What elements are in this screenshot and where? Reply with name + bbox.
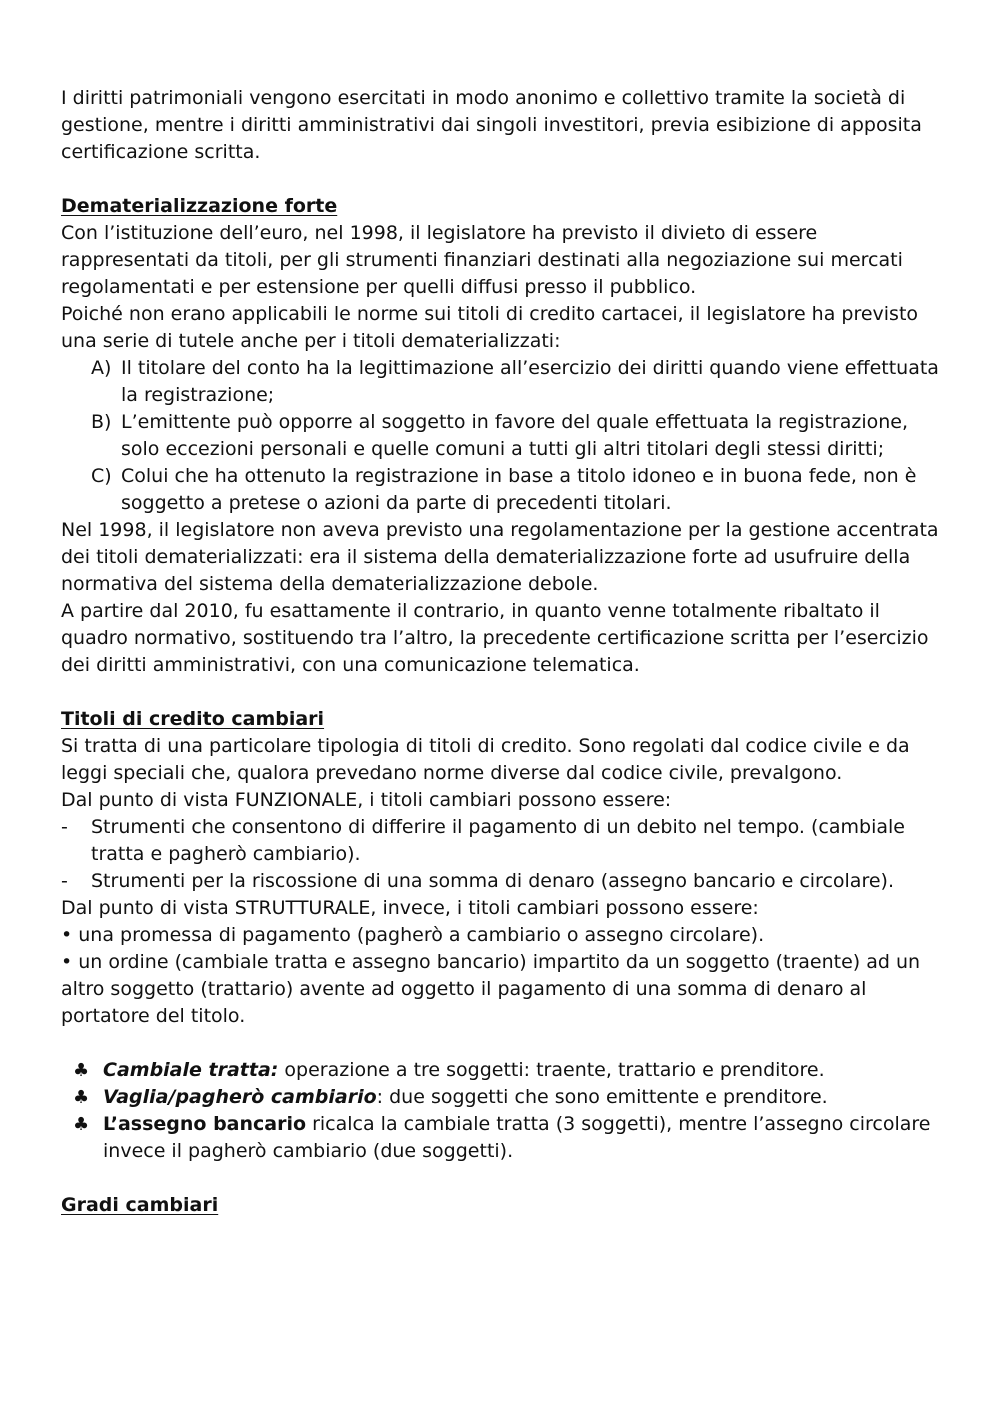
intro-paragraph: I diritti patrimoniali vengono esercitati in modo anonimo e collettivo tramite la società di gestione, mentre i diritti amministrativi dai singoli investitori, previa esibizione di apposita certificazione scritta. (61, 87, 922, 163)
spacer (61, 166, 941, 193)
term: L’assegno bancario (103, 1113, 307, 1135)
term-description: : due soggetti che sono emittente e prenditore. (376, 1086, 828, 1108)
list-item (61, 409, 941, 463)
list-marker: - (61, 870, 68, 892)
dash-list (61, 814, 941, 895)
list-item (61, 1084, 941, 1111)
term: Cambiale tratta: (103, 1059, 279, 1081)
list-item (61, 463, 941, 517)
list-item-text: Colui che ha ottenuto la registrazione in base a titolo idoneo e in buona fede, non è soggetto a pretese o azioni da parte di precedenti titolari. (121, 465, 917, 514)
term: Vaglia/pagherò cambiario (103, 1086, 377, 1108)
section-heading-titoli-cambiari: Titoli di credito cambiari (61, 708, 325, 730)
spacer (61, 1030, 941, 1057)
spacer (61, 1165, 941, 1192)
list-item (61, 1111, 941, 1165)
list-item-text: L’emittente può opporre al soggetto in favore del quale effettuata la registrazione, solo eccezioni personali e quelle comuni a tutti gli altri titolari degli stessi diritti; (121, 411, 909, 460)
list-item (61, 814, 941, 868)
paragraph: Poiché non erano applicabili le norme sui titoli di credito cartacei, il legislatore ha previsto una serie di tutele anche per i titoli dematerializzati: (61, 303, 919, 352)
paragraph: Dal punto di vista FUNZIONALE, i titoli cambiari possono essere: (61, 789, 672, 811)
list-item (61, 355, 941, 409)
list-item-text: Strumenti per la riscossione di una somma di denaro (assegno bancario e circolare). (91, 870, 894, 892)
list-item-text: Il titolare del conto ha la legittimazione all’esercizio dei diritti quando viene effettuata la registrazione; (121, 357, 939, 406)
paragraph: A partire dal 2010, fu esattamente il contrario, in quanto venne totalmente ribaltato il quadro normativo, sostituendo tra l’altro, la precedente certificazione scritta per l’esercizio dei diritti amministrativi, con una comunicazione telematica. (61, 600, 929, 676)
club-bullet-icon: ♣ (73, 1060, 90, 1081)
list-item (61, 1057, 941, 1084)
spacer (61, 679, 941, 706)
paragraph: Nel 1998, il legislatore non aveva previsto una regolamentazione per la gestione accentrata dei titoli dematerializzati: era il sistema della dematerializzazione forte ad usufruire della normativa del sistema della dematerializzazione debole. (61, 519, 939, 595)
bullet-line: • una promessa di pagamento (pagherò a cambiario o assegno circolare). (61, 924, 765, 946)
list-item-text: Strumenti che consentono di differire il pagamento di un debito nel tempo. (cambiale tratta e pagherò cambiario). (91, 816, 905, 865)
bullet-line: • un ordine (cambiale tratta e assegno bancario) impartito da un soggetto (traente) ad un altro soggetto (trattario) avente ad oggetto il pagamento di una somma di denaro al portatore del titolo. (61, 951, 921, 1027)
club-bullet-icon: ♣ (73, 1087, 90, 1108)
section-heading-dematerializzazione: Dematerializzazione forte (61, 195, 338, 217)
term-description: ricalca la cambiale tratta (3 soggetti), mentre l’assegno circolare invece il pagherò cambiario (due soggetti). (103, 1113, 931, 1162)
list-marker: B) (91, 411, 112, 433)
paragraph: Dal punto di vista STRUTTURALE, invece, i titoli cambiari possono essere: (61, 897, 759, 919)
club-list (61, 1057, 941, 1165)
list-item (61, 868, 941, 895)
document-page (61, 85, 941, 1219)
paragraph: Si tratta di una particolare tipologia di titoli di credito. Sono regolati dal codice civile e da leggi speciali che, qualora prevedano norme diverse dal codice civile, prevalgono. (61, 735, 910, 784)
list-marker: A) (91, 357, 112, 379)
club-bullet-icon: ♣ (73, 1114, 90, 1135)
list-marker: - (61, 816, 68, 838)
paragraph: Con l’istituzione dell’euro, nel 1998, il legislatore ha previsto il divieto di essere rappresentati da titoli, per gli strumenti finanziari destinati alla negoziazione sui mercati regolamentati e per estensione per quelli diffusi presso il pubblico. (61, 222, 903, 298)
term-description: operazione a tre soggetti: traente, trattario e prenditore. (278, 1059, 825, 1081)
list-marker: C) (91, 465, 112, 487)
lettered-list (61, 355, 941, 517)
section-heading-gradi-cambiari: Gradi cambiari (61, 1194, 219, 1216)
